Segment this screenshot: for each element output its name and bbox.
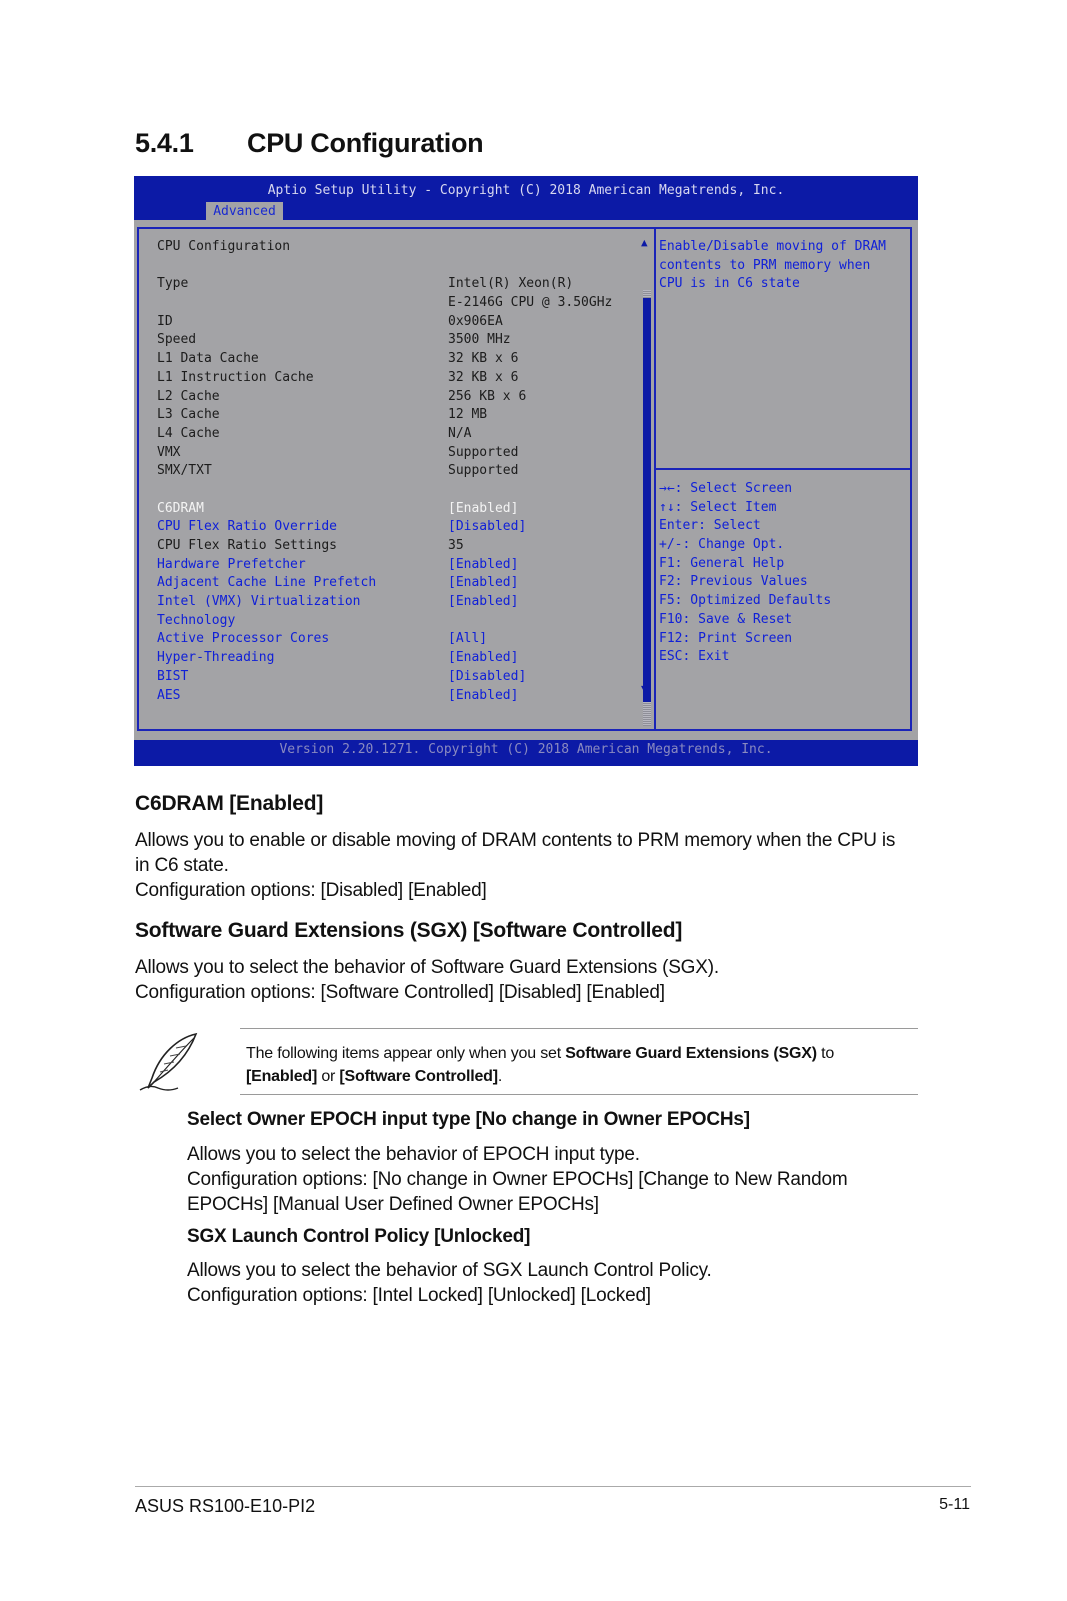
bios-setting-value[interactable]: [Enabled] (448, 575, 519, 591)
footer-page-number: 5-11 (939, 1496, 970, 1513)
bios-setting-row (157, 294, 637, 313)
bios-key-hint: Enter: Select (659, 518, 761, 534)
bios-setting-row (157, 462, 637, 481)
bios-setting-row[interactable] (157, 593, 637, 612)
scroll-up-icon[interactable]: ▲ (641, 236, 648, 249)
bios-setting-value[interactable]: [Enabled] (448, 556, 519, 572)
note-bold-sgx: Software Guard Extensions (SGX) (565, 1045, 817, 1062)
bios-setting-label: VMX (157, 444, 181, 460)
bios-help-line: Enable/Disable moving of DRAM (659, 239, 886, 254)
note-bold-enabled: [Enabled] (246, 1068, 318, 1085)
bios-setting-row (157, 350, 637, 369)
bios-setting-value: Supported (448, 463, 519, 479)
launch-heading: SGX Launch Control Policy [Unlocked] (187, 1226, 531, 1247)
bios-setting-label: L4 Cache (157, 425, 220, 441)
bios-setting-value[interactable]: [Disabled] (448, 668, 527, 684)
note-part4: . (497, 1068, 503, 1085)
c6dram-description (135, 828, 935, 903)
bios-setting-label: L1 Instruction Cache (157, 369, 314, 385)
launch-desc: Allows you to select the behavior of SGX Launch Control Policy. (187, 1260, 712, 1281)
bios-screenshot (134, 176, 918, 766)
note-rule-top (240, 1028, 918, 1029)
bios-setting-row (157, 369, 637, 388)
bios-setting-label: Intel (VMX) Virtualization (157, 594, 361, 610)
footer-rule (135, 1486, 971, 1487)
bios-setting-value[interactable]: [Enabled] (448, 650, 519, 666)
bios-key-hint: ↑↓: Select Item (659, 499, 777, 515)
bios-setting-value: 32 KB x 6 (448, 369, 519, 385)
bios-setting-row (157, 331, 637, 350)
note-part1: The following items appear only when you set (246, 1045, 566, 1062)
bios-help-line: CPU is in C6 state (659, 276, 800, 292)
bios-setting-row (157, 444, 637, 463)
bios-key-hint: F2: Previous Values (659, 574, 808, 590)
bios-key-hint: F12: Print Screen (659, 630, 793, 646)
c6dram-desc-line1: Allows you to enable or disable moving of DRAM contents to PRM memory when the CPU is (135, 830, 896, 851)
section-number: 5.4.1 (135, 128, 194, 158)
sgx-options: Configuration options: [Software Controlled] [Disabled] [Enabled] (135, 982, 665, 1003)
bios-setting-row[interactable] (157, 668, 637, 687)
tab-advanced[interactable]: Advanced (206, 202, 283, 221)
bios-key-hint: F5: Optimized Defaults (659, 593, 832, 609)
bios-divider-vertical (654, 227, 656, 731)
spacer (157, 257, 637, 276)
bios-setting-label: AES (157, 687, 181, 703)
epoch-options-line1: Configuration options: [No change in Owner EPOCHs] [Change to New Random (187, 1169, 848, 1190)
bios-help-line: contents to PRM memory when (659, 257, 871, 273)
bios-setting-row[interactable] (157, 518, 637, 537)
bios-setting-label: ID (157, 313, 173, 329)
note-rule-bottom (240, 1094, 918, 1095)
bios-setting-row (157, 275, 637, 294)
c6dram-desc-line2: in C6 state. (135, 855, 229, 876)
bios-setting-label: C6DRAM (157, 500, 204, 516)
bios-setting-value: 12 MB (448, 407, 488, 423)
bios-setting-label: Type (157, 276, 189, 292)
section-title-text: CPU Configuration (247, 128, 484, 158)
bios-panel (134, 220, 918, 740)
scroll-down-icon[interactable]: ▼ (641, 682, 648, 695)
bios-setting-row[interactable] (157, 574, 637, 593)
bios-setting-row[interactable] (157, 556, 637, 575)
bios-setting-row (157, 388, 637, 407)
bios-setting-label: L2 Cache (157, 388, 220, 404)
bios-setting-value[interactable]: [Enabled] (448, 594, 519, 610)
bios-help-text (659, 238, 909, 294)
section-title (135, 128, 483, 159)
sgx-desc: Allows you to select the behavior of Software Guard Extensions (SGX). (135, 957, 719, 978)
bios-setting-row (157, 406, 637, 425)
bios-setting-value[interactable]: [Enabled] (448, 500, 519, 516)
bios-settings-list (157, 238, 637, 705)
bios-setting-value[interactable]: [Disabled] (448, 519, 527, 535)
bios-setting-value: Supported (448, 444, 519, 460)
bios-setting-label: L3 Cache (157, 407, 220, 423)
bios-setting-label: Technology (157, 612, 236, 628)
bios-setting-label: CPU Flex Ratio Override (157, 519, 338, 535)
bios-key-hint: →←: Select Screen (659, 481, 793, 496)
bios-key-hint: +/-: Change Opt. (659, 537, 785, 553)
bios-key-legend (659, 480, 909, 667)
bios-setting-label: CPU Flex Ratio Settings (157, 538, 338, 553)
bios-setting-row[interactable] (157, 612, 637, 631)
bios-setting-value[interactable]: [Enabled] (448, 687, 519, 703)
footer-model: ASUS RS100-E10-PI2 (135, 1496, 316, 1516)
bios-setting-value: E-2146G CPU @ 3.50GHz (448, 295, 613, 311)
bios-heading-text: CPU Configuration (157, 239, 291, 254)
bios-setting-value: 256 KB x 6 (448, 388, 527, 404)
c6dram-heading: C6DRAM [Enabled] (135, 792, 324, 815)
sgx-description (135, 955, 935, 1005)
bios-setting-label: Hardware Prefetcher (157, 556, 306, 572)
bios-footer: Version 2.20.1271. Copyright (C) 2018 American Megatrends, Inc. (279, 742, 773, 757)
bios-setting-row[interactable] (157, 500, 637, 519)
bios-setting-label: Active Processor Cores (157, 631, 330, 647)
bios-setting-value: 32 KB x 6 (448, 351, 519, 367)
bios-setting-label: Hyper-Threading (157, 650, 275, 666)
bios-setting-value: 35 (448, 538, 464, 553)
c6dram-options: Configuration options: [Disabled] [Enabled] (135, 880, 487, 901)
bios-key-hint: F1: General Help (659, 555, 785, 571)
bios-title: Aptio Setup Utility - Copyright (C) 2018 American Megatrends, Inc. (267, 183, 785, 198)
note-part2: to (816, 1045, 835, 1062)
bios-rows (157, 275, 637, 705)
scrollbar-thumb[interactable] (643, 298, 651, 702)
note-part3: or (317, 1068, 340, 1085)
bios-setting-row (157, 481, 637, 500)
bios-setting-row (157, 537, 637, 556)
bios-setting-row (157, 425, 637, 444)
epoch-description (187, 1142, 927, 1217)
note-text (246, 1042, 906, 1088)
bios-setting-value[interactable]: [All] (448, 631, 488, 647)
bios-setting-label: BIST (157, 668, 189, 684)
bios-setting-label: Adjacent Cache Line Prefetch (157, 575, 377, 591)
launch-options: Configuration options: [Intel Locked] [Unlocked] [Locked] (187, 1285, 651, 1306)
bios-setting-row[interactable] (157, 687, 637, 706)
bios-setting-label: SMX/TXT (157, 463, 212, 479)
bios-setting-row[interactable] (157, 649, 637, 668)
bios-setting-value: 0x906EA (448, 313, 503, 329)
note-bold-software-controlled: [Software Controlled] (339, 1068, 498, 1085)
bios-setting-row (157, 313, 637, 332)
bios-setting-value: N/A (448, 425, 472, 441)
bios-divider-horizontal (656, 468, 912, 470)
bios-setting-value: Intel(R) Xeon(R) (448, 276, 574, 292)
epoch-desc: Allows you to select the behavior of EPOCH input type. (187, 1144, 640, 1165)
epoch-options-line2: EPOCHs] [Manual User Defined Owner EPOCHs] (187, 1194, 599, 1215)
feather-note-icon (138, 1030, 202, 1096)
bios-setting-value: 3500 MHz (448, 332, 511, 348)
bios-key-hint: ESC: Exit (659, 649, 730, 665)
bios-setting-label: L1 Data Cache (157, 351, 259, 367)
bios-setting-label: Speed (157, 332, 197, 348)
sgx-heading: Software Guard Extensions (SGX) [Software Controlled] (135, 919, 683, 942)
launch-description (187, 1258, 927, 1308)
epoch-heading: Select Owner EPOCH input type [No change in Owner EPOCHs] (187, 1109, 750, 1130)
bios-key-hint: F10: Save & Reset (659, 611, 793, 627)
bios-heading (157, 238, 637, 257)
bios-setting-row[interactable] (157, 630, 637, 649)
